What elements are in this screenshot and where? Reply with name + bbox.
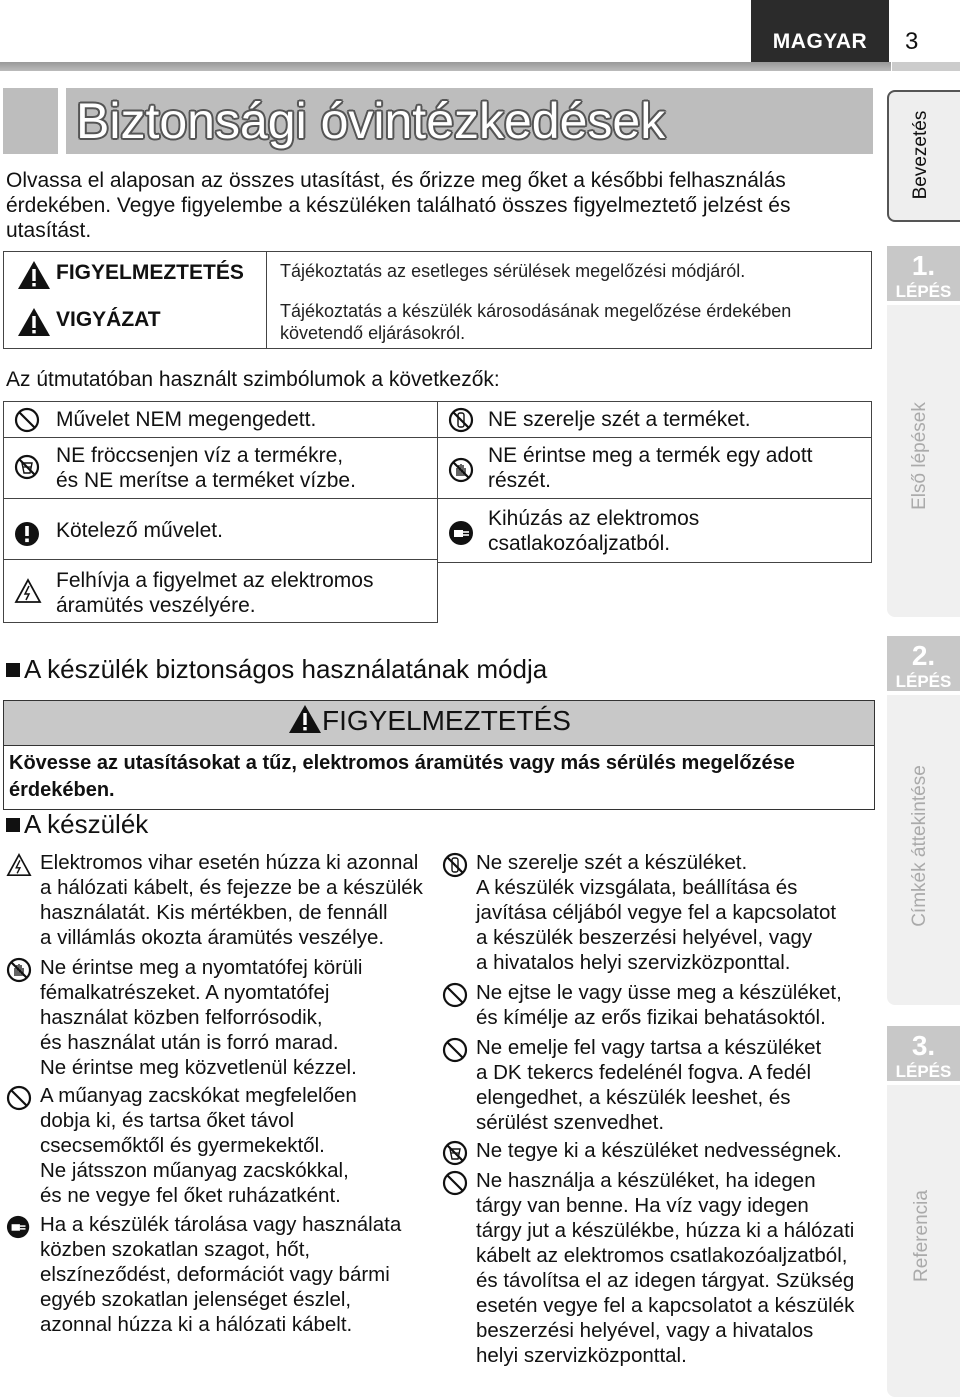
- list-item: [442, 850, 836, 975]
- caution-triangle-icon: [17, 307, 51, 337]
- legend-divider: [266, 252, 267, 348]
- list-item-text: Ne szerelje szét a készüléket. A készülék vizsgálata, beállítása és javítása céljából vegye fel a kapcsolatot a készülék beszerzési helyével, vagy a hivatalos helyi szervizközponttal.: [476, 851, 837, 974]
- top-rule-right: [892, 62, 960, 71]
- sidebar-tab-step1[interactable]: [887, 305, 960, 617]
- step3-number: 3.: [911, 1030, 936, 1061]
- list-item: [442, 1138, 842, 1163]
- list-item-text: A műanyag zacskókat megfelelően dobja ki, és tartsa őket távol csecsemőktől és gyermekektől. Ne játsszon műanyag zacskókkal, és ne vegye fel őket ruházatként.: [40, 1084, 357, 1207]
- symbols-header: Az útmutatóban használt szimbólumok a következők:: [6, 368, 500, 391]
- caution-label: VIGYÁZAT: [56, 308, 161, 331]
- symbol-text-unplug: Kihúzás az elektromos csatlakozóaljzatból.: [488, 507, 700, 555]
- sidebar-tab-intro-label: Bevezetés: [910, 110, 931, 200]
- page-number: 3: [905, 28, 919, 55]
- prohibited-icon: [442, 1170, 468, 1196]
- list-item-text: Ne érintse meg a nyomtatófej körüli fémalkatrészeket. A nyomtatófej használat közben felforrósodik, és használat után is forró marad. Ne érintse meg közvetlenül kézzel.: [40, 956, 363, 1079]
- language-tab: MAGYAR: [751, 0, 889, 62]
- list-item: [6, 850, 423, 950]
- page-title: Biztonsági óvintézkedések: [76, 93, 666, 149]
- warning-box-text: Kövesse az utasításokat a tűz, elektromos áramütés vagy más sérülés megelőzése érdekében.: [9, 752, 795, 801]
- sidebar-tab-step1-label: Első lépések: [909, 402, 930, 510]
- list-item: [442, 980, 842, 1030]
- symbol-text-electric: Felhívja a figyelmet az elektromos áramütés veszélyére.: [56, 569, 374, 617]
- list-item: [6, 955, 362, 1080]
- sidebar-tab-step2[interactable]: [887, 695, 960, 1005]
- warning-box-title-text: FIGYELMEZTETÉS: [322, 705, 571, 736]
- intro-paragraph: Olvassa el alaposan az összes utasítást, és őrizze meg őket a későbbi felhasználás érdekében. Vegye figyelembe a készüléken található összes figyelmeztető jelzést és utasítást.: [6, 169, 791, 242]
- no-touch-icon: [6, 957, 32, 983]
- section-heading: [6, 654, 547, 685]
- title-marker: [3, 88, 58, 154]
- section-heading-text: A készülék biztonságos használatának módja: [24, 654, 548, 684]
- symbol-text-no-water: NE fröccsenjen víz a termékre, és NE merítse a terméket vízbe.: [56, 444, 356, 492]
- electric-shock-icon: [14, 578, 42, 604]
- unplug-icon: [448, 520, 476, 546]
- step1-label: LÉPÉS: [895, 282, 952, 301]
- no-touch-icon: [448, 457, 474, 483]
- list-item-text: Elektromos vihar esetén húzza ki azonnal a hálózati kábelt, és fejezze be a készülék használatát. Kis mértékben, de fennáll a villámlás okozta áramütés veszélye.: [40, 851, 423, 949]
- no-disassemble-icon: [442, 852, 468, 878]
- step3-label: LÉPÉS: [895, 1062, 952, 1081]
- list-item-text: Ne tegye ki a készüléket nedvességnek.: [476, 1139, 842, 1162]
- symbol-text-no-disassemble: NE szerelje szét a terméket.: [488, 408, 751, 431]
- warning-desc: Tájékoztatás az esetleges sérülések megelőzési módjáról.: [280, 261, 746, 281]
- sidebar-tab-intro[interactable]: [887, 90, 960, 222]
- subsection-heading-text: A készülék: [24, 809, 149, 839]
- symbol-text-mandatory: Kötelező művelet.: [56, 519, 223, 542]
- warning-box-title: [288, 704, 571, 737]
- list-item: [6, 1212, 401, 1337]
- subsection-heading: [6, 809, 148, 840]
- prohibited-icon: [442, 982, 468, 1008]
- list-item: [442, 1035, 821, 1135]
- list-item: [6, 1083, 357, 1208]
- step2-label: LÉPÉS: [895, 672, 952, 691]
- step1-number: 1.: [911, 250, 936, 281]
- symbols-table-right: [438, 401, 872, 563]
- warning-triangle-icon: [288, 704, 322, 734]
- no-water-icon: [442, 1140, 468, 1166]
- list-item-text: Ne ejtse le vagy üsse meg a készüléket, és kímélje az erős fizikai behatásoktól.: [476, 981, 842, 1029]
- no-water-icon: [14, 454, 40, 480]
- list-item-text: Ne használja a készüléket, ha idegen tárgy van benne. Ha víz vagy idegen tárgy jut a készülékbe, húzza ki a hálózati kábelt az elektromos csatlakozóaljzatból, és távolítsa el az idegen tárgyat. Szükség esetén vegye fel a kapcsolatot a készülék beszerzési helyével, vagy a hivatalos helyi szervizközponttal.: [476, 1169, 855, 1367]
- symbols-table-left: [3, 401, 438, 623]
- list-item: [442, 1168, 854, 1368]
- caution-desc: Tájékoztatás a készülék károsodásának megelőzése érdekében követendő eljárásokról.: [280, 301, 792, 343]
- warning-triangle-icon: [17, 260, 51, 290]
- prohibited-icon: [442, 1037, 468, 1063]
- sidebar-tab-step3[interactable]: [887, 1085, 960, 1397]
- symbol-text-prohibited: Művelet NEM megengedett.: [56, 408, 317, 431]
- no-disassemble-icon: [448, 407, 474, 433]
- prohibited-icon: [6, 1085, 32, 1111]
- list-item-text: Ne emelje fel vagy tartsa a készüléket a DK tekercs fedelénél fogva. A fedél elengedhet, a készülék leeshet, és sérülést szenvedhet.: [476, 1036, 822, 1134]
- sidebar-tab-step2-label: Címkék áttekintése: [909, 765, 930, 927]
- symbol-text-no-touch: NE érintse meg a termék egy adott részét.: [488, 444, 813, 492]
- prohibited-icon: [14, 407, 40, 433]
- legend-table: [3, 251, 872, 349]
- unplug-icon: [6, 1214, 32, 1240]
- top-rule: [0, 62, 891, 71]
- square-bullet-icon: [6, 818, 20, 832]
- list-item-text: Ha a készülék tárolása vagy használata közben szokatlan szagot, hőt, elszíneződést, deformációt vagy bármi egyéb szokatlan jelenséget észlel, azonnal húzza ki a hálózati kábelt.: [40, 1213, 402, 1336]
- step2-number: 2.: [911, 640, 936, 671]
- electric-shock-icon: [6, 852, 32, 878]
- warning-label: FIGYELMEZTETÉS: [56, 261, 244, 284]
- mandatory-icon: [14, 521, 40, 547]
- square-bullet-icon: [6, 663, 20, 677]
- sidebar-tab-step3-label: Referencia: [911, 1190, 932, 1282]
